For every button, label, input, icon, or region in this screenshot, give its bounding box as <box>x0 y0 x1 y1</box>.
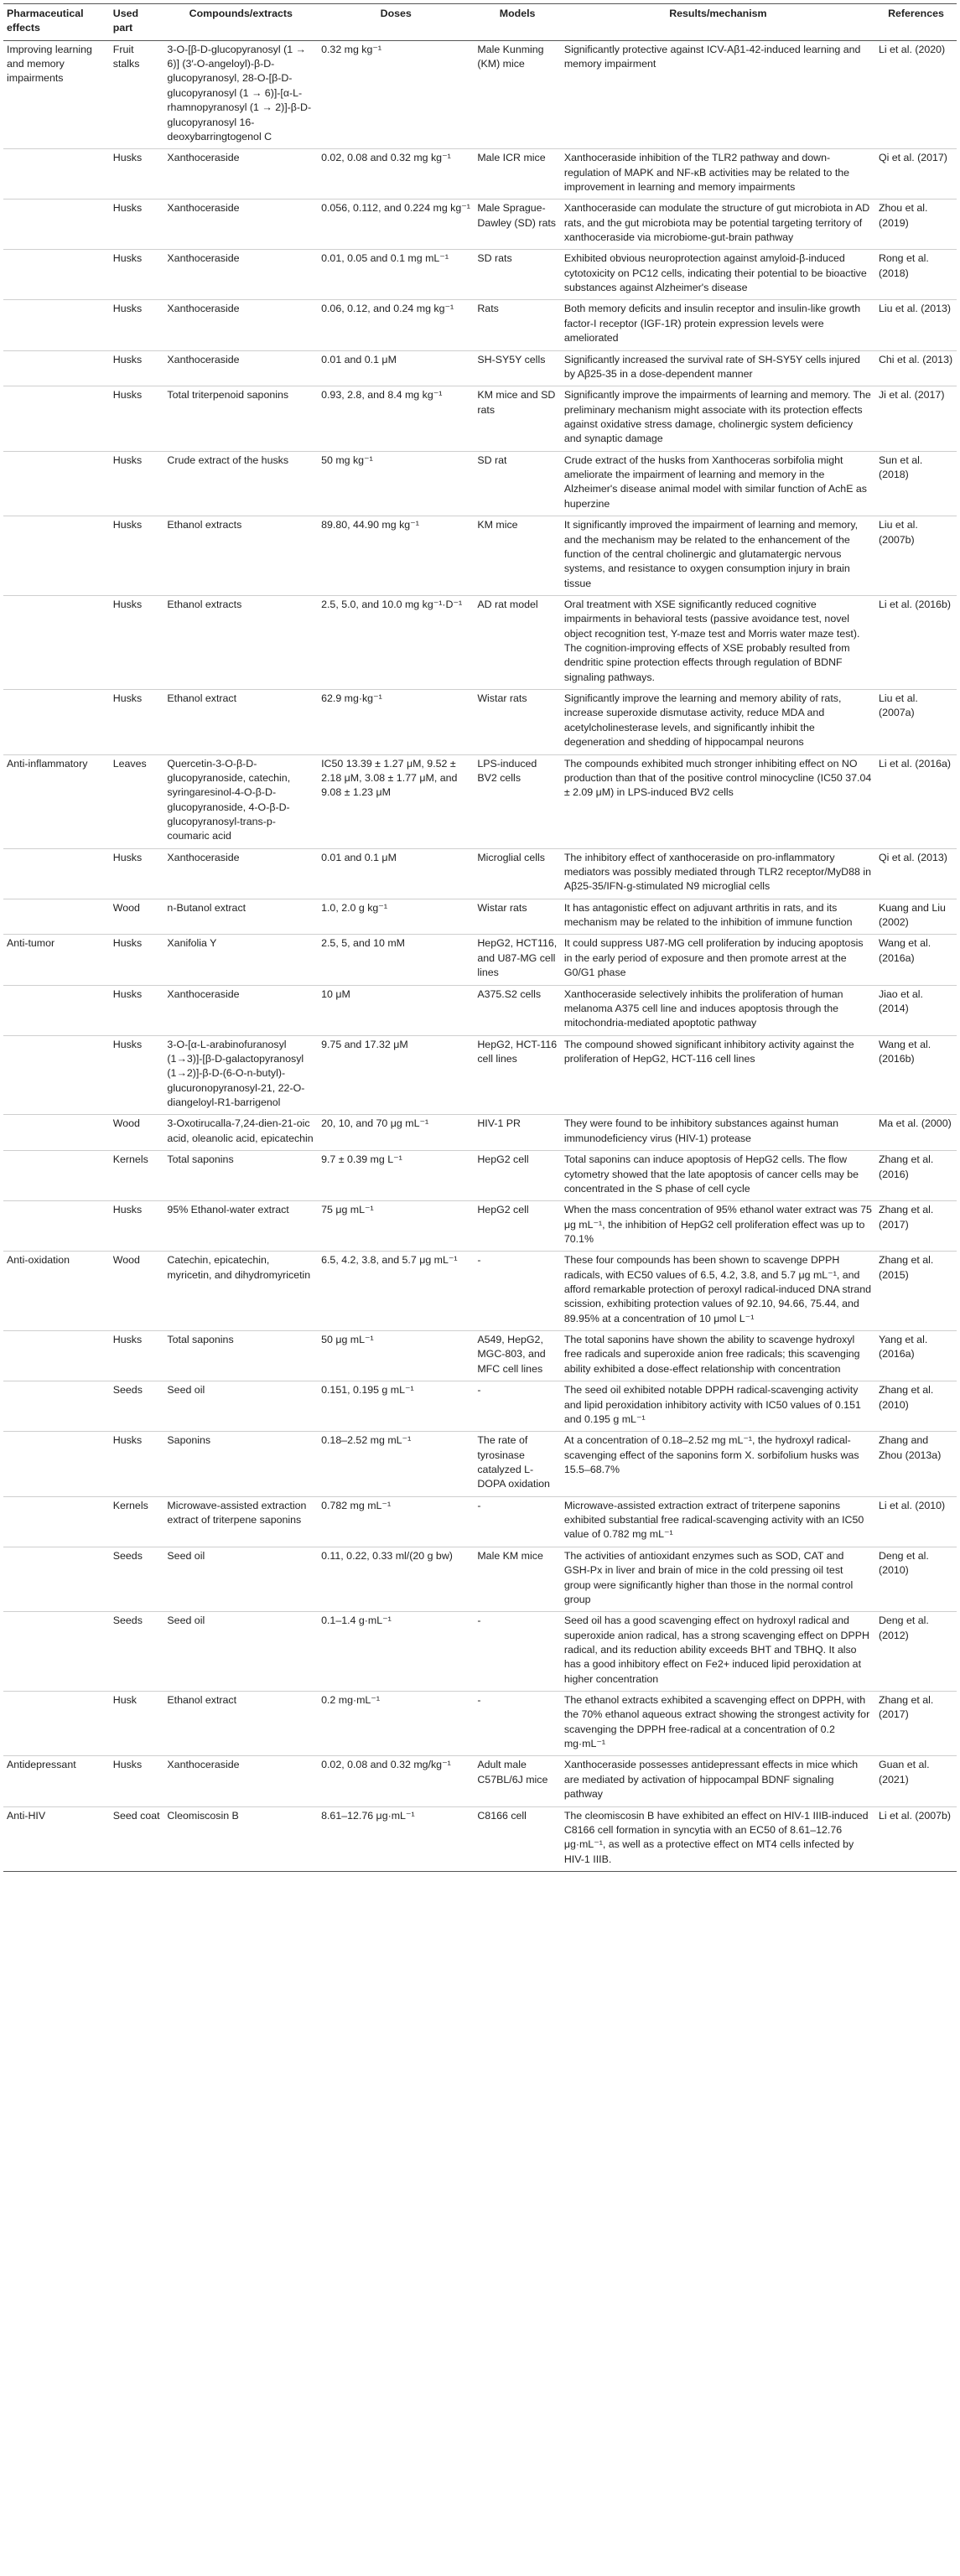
compound-cell: Xanthoceraside <box>163 350 318 386</box>
effect-cell <box>3 1547 110 1611</box>
effect-cell: Improving learning and memory impairments <box>3 40 110 149</box>
effect-cell: Anti-oxidation <box>3 1252 110 1331</box>
reference-cell: Liu et al. (2007a) <box>875 690 957 754</box>
effect-cell <box>3 1432 110 1496</box>
model-cell: HIV-1 PR <box>474 1115 560 1151</box>
reference-cell: Wang et al. (2016a) <box>875 935 957 985</box>
part-cell: Husks <box>110 516 164 596</box>
part-cell: Husks <box>110 935 164 985</box>
effect-cell <box>3 1201 110 1252</box>
part-cell: Husks <box>110 386 164 451</box>
compound-cell: 3-O-[β-D-glucopyranosyl (1 → 6)] (3′-O-angeloyl)-β-D-glucopyranosyl, 28-O-[β-D-glucopyranosyl (1 → 6)]-[α-L-rhamnopyranosyl (1 → 2)]-β-D-glucopyranosyl 16-deoxybarringtogenol C <box>163 40 318 149</box>
dose-cell: 62.9 mg·kg⁻¹ <box>318 690 474 754</box>
dose-cell: 9.75 and 17.32 μM <box>318 1035 474 1115</box>
result-cell: Total saponins can induce apoptosis of HepG2 cells. The flow cytometry showed that the late apoptosis of cancer cells may be concentrated in the S phase of cell cycle <box>561 1151 875 1201</box>
compound-cell: Seed oil <box>163 1612 318 1692</box>
model-cell: Male Kunming (KM) mice <box>474 40 560 149</box>
table-row <box>3 1432 957 1496</box>
reference-cell: Zhang et al. (2015) <box>875 1252 957 1331</box>
table-row <box>3 40 957 149</box>
result-cell: It significantly improved the impairment of learning and memory, and the mechanism may be related to the enhancement of the function of the central cholinergic and glutamatergic nervous systems, and resistance to oxygen consumption injury in brain tissue <box>561 516 875 596</box>
part-cell: Husks <box>110 595 164 689</box>
dose-cell: 0.056, 0.112, and 0.224 mg kg⁻¹ <box>318 200 474 250</box>
reference-cell: Li et al. (2020) <box>875 40 957 149</box>
part-cell: Seeds <box>110 1612 164 1692</box>
dose-cell: 0.11, 0.22, 0.33 ml/(20 g bw) <box>318 1547 474 1611</box>
table-row <box>3 300 957 350</box>
result-cell: Oral treatment with XSE significantly reduced cognitive impairments in behavioral tests (passive avoidance test, novel object recognition test, Y-maze test and Morris water maze test). The cognition-improving effects of XSE probably resulted from dendritic spine protection effects through regulation of BDNF signaling pathways. <box>561 595 875 689</box>
part-cell: Seed coat <box>110 1806 164 1871</box>
effect-cell <box>3 1331 110 1381</box>
compound-cell: 3-Oxotirucalla-7,24-dien-21-oic acid, oleanolic acid, epicatechin <box>163 1115 318 1151</box>
part-cell: Husks <box>110 1201 164 1252</box>
part-cell: Husks <box>110 690 164 754</box>
dose-cell: 6.5, 4.2, 3.8, and 5.7 μg mL⁻¹ <box>318 1252 474 1331</box>
part-cell: Wood <box>110 1252 164 1331</box>
table-row <box>3 1806 957 1871</box>
result-cell: The compound showed significant inhibitory activity against the proliferation of HepG2, HCT-116 cell lines <box>561 1035 875 1115</box>
reference-cell: Ma et al. (2000) <box>875 1115 957 1151</box>
model-cell: SD rat <box>474 451 560 516</box>
dose-cell: 0.151, 0.195 g mL⁻¹ <box>318 1381 474 1432</box>
compound-cell: Saponins <box>163 1432 318 1496</box>
compound-cell: Catechin, epicatechin, myricetin, and dihydromyricetin <box>163 1252 318 1331</box>
dose-cell: 0.01, 0.05 and 0.1 mg mL⁻¹ <box>318 250 474 300</box>
dose-cell: 0.782 mg mL⁻¹ <box>318 1496 474 1547</box>
dose-cell: 50 mg kg⁻¹ <box>318 451 474 516</box>
header-effect: Pharmaceutical effects <box>3 4 110 41</box>
result-cell: The ethanol extracts exhibited a scavenging effect on DPPH, with the 70% ethanol aqueous extract showing the strongest activity for scavenging the DPPH free-radical at a concentration of 0.2 mg·mL⁻¹ <box>561 1692 875 1756</box>
dose-cell: 2.5, 5, and 10 mM <box>318 935 474 985</box>
effect-cell <box>3 1612 110 1692</box>
result-cell: The activities of antioxidant enzymes such as SOD, CAT and GSH-Px in liver and brain of mice in the cold pressing oil test group were significantly higher than those in the normal control group <box>561 1547 875 1611</box>
compound-cell: Xanthoceraside <box>163 200 318 250</box>
result-cell: The total saponins have shown the ability to scavenge hydroxyl free radicals and superoxide anion free radicals; this scavenging ability exhibited a dose-effect relationship with concentration <box>561 1331 875 1381</box>
reference-cell: Kuang and Liu (2002) <box>875 899 957 935</box>
part-cell: Husks <box>110 250 164 300</box>
model-cell: Male KM mice <box>474 1547 560 1611</box>
effect-cell <box>3 848 110 899</box>
table-row <box>3 1496 957 1547</box>
effect-cell: Anti-tumor <box>3 935 110 985</box>
result-cell: Exhibited obvious neuroprotection against amyloid-β-induced cytotoxicity on PC12 cells, indicating their potential to be bioactive substances against Alzheimer's disease <box>561 250 875 300</box>
compound-cell: 3-O-[α-L-arabinofuranosyl (1→3)]-[β-D-galactopyranosyl (1→2)]-β-D-(6-O-n-butyl)-glucuronopyranosyl-21, 22-O-diangeloyl-R1-barrigenol <box>163 1035 318 1115</box>
model-cell: - <box>474 1692 560 1756</box>
compound-cell: Xanthoceraside <box>163 250 318 300</box>
table-row <box>3 1252 957 1331</box>
compound-cell: Total saponins <box>163 1331 318 1381</box>
reference-cell: Yang et al. (2016a) <box>875 1331 957 1381</box>
result-cell: It could suppress U87-MG cell proliferation by inducing apoptosis in the early period of exposure and then promote arrest at the G0/G1 phase <box>561 935 875 985</box>
table-row <box>3 985 957 1035</box>
part-cell: Wood <box>110 1115 164 1151</box>
reference-cell: Chi et al. (2013) <box>875 350 957 386</box>
reference-cell: Deng et al. (2012) <box>875 1612 957 1692</box>
table-row <box>3 250 957 300</box>
reference-cell: Zhang et al. (2010) <box>875 1381 957 1432</box>
model-cell: Male Sprague-Dawley (SD) rats <box>474 200 560 250</box>
table-body <box>3 40 957 1871</box>
reference-cell: Li et al. (2016a) <box>875 754 957 848</box>
model-cell: - <box>474 1381 560 1432</box>
effect-cell <box>3 1692 110 1756</box>
table-row <box>3 1692 957 1756</box>
compound-cell: Ethanol extract <box>163 1692 318 1756</box>
reference-cell: Wang et al. (2016b) <box>875 1035 957 1115</box>
part-cell: Leaves <box>110 754 164 848</box>
compound-cell: Xanthoceraside <box>163 985 318 1035</box>
model-cell: Wistar rats <box>474 690 560 754</box>
reference-cell: Qi et al. (2013) <box>875 848 957 899</box>
model-cell: Adult male C57BL/6J mice <box>474 1756 560 1806</box>
part-cell: Husks <box>110 350 164 386</box>
part-cell: Husks <box>110 1035 164 1115</box>
part-cell: Husks <box>110 848 164 899</box>
effect-cell <box>3 250 110 300</box>
reference-cell: Li et al. (2010) <box>875 1496 957 1547</box>
compound-cell: Ethanol extract <box>163 690 318 754</box>
part-cell: Husks <box>110 300 164 350</box>
header-models: Models <box>474 4 560 41</box>
header-references: References <box>875 4 957 41</box>
dose-cell: 0.93, 2.8, and 8.4 mg kg⁻¹ <box>318 386 474 451</box>
dose-cell: 0.01 and 0.1 μM <box>318 848 474 899</box>
result-cell: Microwave-assisted extraction extract of triterpene saponins exhibited substantial free radical-scavenging activity with an IC50 value of 0.782 mg mL⁻¹ <box>561 1496 875 1547</box>
table-row <box>3 1151 957 1201</box>
table-row <box>3 935 957 985</box>
result-cell: Xanthoceraside inhibition of the TLR2 pathway and down-regulation of MAPK and NF-κB activities may be related to the improvement in learning and memory impairments <box>561 149 875 200</box>
result-cell: Seed oil has a good scavenging effect on hydroxyl radical and superoxide anion radical, has a strong scavenging effect on DPPH radical, and its reduction ability exceeds BHT and TBHQ. It also has a good inhibitory effect on Fe2+ induced lipid peroxidation at higher concentration <box>561 1612 875 1692</box>
part-cell: Husks <box>110 451 164 516</box>
result-cell: When the mass concentration of 95% ethanol water extract was 75 μg mL⁻¹, the inhibition of HepG2 cell proliferation effect was up to 70.1% <box>561 1201 875 1252</box>
compound-cell: Total saponins <box>163 1151 318 1201</box>
table-row <box>3 1115 957 1151</box>
effect-cell <box>3 149 110 200</box>
table-row <box>3 200 957 250</box>
model-cell: AD rat model <box>474 595 560 689</box>
effect-cell <box>3 595 110 689</box>
part-cell: Husks <box>110 1432 164 1496</box>
table-row <box>3 690 957 754</box>
reference-cell: Rong et al. (2018) <box>875 250 957 300</box>
compound-cell: Crude extract of the husks <box>163 451 318 516</box>
effect-cell <box>3 300 110 350</box>
result-cell: These four compounds has been shown to scavenge DPPH radicals, with EC50 values of 6.5, 4.2, 3.8, and 5.7 μg mL⁻¹, and afford remarkable protection of peroxyl radical-induced DNA strand scission, exhibiting protection values of 92.10, 94.66, 75.44, and 89.95% at a concentration of 10 μmol L⁻¹ <box>561 1252 875 1331</box>
model-cell: KM mice <box>474 516 560 596</box>
dose-cell: IC50 13.39 ± 1.27 μM, 9.52 ± 2.18 μM, 3.08 ± 1.77 μM, and 9.08 ± 1.23 μM <box>318 754 474 848</box>
compound-cell: Seed oil <box>163 1547 318 1611</box>
part-cell: Wood <box>110 899 164 935</box>
result-cell: Significantly increased the survival rate of SH-SY5Y cells injured by Aβ25-35 in a dose-dependent manner <box>561 350 875 386</box>
dose-cell: 8.61–12.76 μg·mL⁻¹ <box>318 1806 474 1871</box>
compound-cell: Seed oil <box>163 1381 318 1432</box>
part-cell: Husks <box>110 1756 164 1806</box>
dose-cell: 0.32 mg kg⁻¹ <box>318 40 474 149</box>
result-cell: The inhibitory effect of xanthoceraside on pro-inflammatory mediators was possibly mediated through TLR2 receptor/MyD88 in Aβ25-35/IFN-g-stimulated N9 microglial cells <box>561 848 875 899</box>
table-row <box>3 1035 957 1115</box>
result-cell: The cleomiscosin B have exhibited an effect on HIV-1 IIIB-induced C8166 cell formation in syncytia with an EC50 of 8.61–12.76 μg·mL⁻¹, as well as a protective effect on MT4 cells infected by HIV-1 IIIB. <box>561 1806 875 1871</box>
effect-cell <box>3 200 110 250</box>
reference-cell: Li et al. (2007b) <box>875 1806 957 1871</box>
effect-cell: Antidepressant <box>3 1756 110 1806</box>
part-cell: Husks <box>110 200 164 250</box>
result-cell: They were found to be inhibitory substances against human immunodeficiency virus (HIV-1) protease <box>561 1115 875 1151</box>
model-cell: The rate of tyrosinase catalyzed L-DOPA oxidation <box>474 1432 560 1496</box>
header-compounds: Compounds/extracts <box>163 4 318 41</box>
result-cell: It has antagonistic effect on adjuvant arthritis in rats, and its mechanism may be related to the inhibition of immune function <box>561 899 875 935</box>
dose-cell: 0.2 mg·mL⁻¹ <box>318 1692 474 1756</box>
compound-cell: Ethanol extracts <box>163 595 318 689</box>
model-cell: SH-SY5Y cells <box>474 350 560 386</box>
part-cell: Seeds <box>110 1381 164 1432</box>
reference-cell: Liu et al. (2013) <box>875 300 957 350</box>
model-cell: Microglial cells <box>474 848 560 899</box>
dose-cell: 9.7 ± 0.39 mg L⁻¹ <box>318 1151 474 1201</box>
effect-cell <box>3 386 110 451</box>
reference-cell: Jiao et al. (2014) <box>875 985 957 1035</box>
header-row <box>3 4 957 41</box>
dose-cell: 20, 10, and 70 μg mL⁻¹ <box>318 1115 474 1151</box>
part-cell: Husk <box>110 1692 164 1756</box>
effect-cell: Anti-HIV <box>3 1806 110 1871</box>
reference-cell: Sun et al. (2018) <box>875 451 957 516</box>
effect-cell <box>3 1496 110 1547</box>
compound-cell: Xanthoceraside <box>163 848 318 899</box>
dose-cell: 0.1–1.4 g·mL⁻¹ <box>318 1612 474 1692</box>
effect-cell <box>3 1115 110 1151</box>
result-cell: Xanthoceraside possesses antidepressant effects in mice which are mediated by activation of hippocampal BDNF signaling pathway <box>561 1756 875 1806</box>
effect-cell <box>3 690 110 754</box>
table-row <box>3 386 957 451</box>
dose-cell: 0.02, 0.08 and 0.32 mg kg⁻¹ <box>318 149 474 200</box>
dose-cell: 0.18–2.52 mg mL⁻¹ <box>318 1432 474 1496</box>
effect-cell <box>3 985 110 1035</box>
result-cell: Xanthoceraside can modulate the structure of gut microbiota in AD rats, and the gut microbiota may be potential targeting territory of xanthoceraside via microbiome-gut-brain pathway <box>561 200 875 250</box>
dose-cell: 10 μM <box>318 985 474 1035</box>
table-row <box>3 149 957 200</box>
table-row <box>3 595 957 689</box>
reference-cell: Qi et al. (2017) <box>875 149 957 200</box>
table-row <box>3 1201 957 1252</box>
result-cell: Significantly protective against ICV-Aβ1-42-induced learning and memory impairment <box>561 40 875 149</box>
reference-cell: Zhang et al. (2016) <box>875 1151 957 1201</box>
model-cell: HepG2, HCT116, and U87-MG cell lines <box>474 935 560 985</box>
reference-cell: Zhang and Zhou (2013a) <box>875 1432 957 1496</box>
effect-cell <box>3 350 110 386</box>
part-cell: Fruit stalks <box>110 40 164 149</box>
effect-cell <box>3 1151 110 1201</box>
model-cell: A375.S2 cells <box>474 985 560 1035</box>
table-row <box>3 451 957 516</box>
table-row <box>3 899 957 935</box>
reference-cell: Guan et al. (2021) <box>875 1756 957 1806</box>
dose-cell: 50 μg mL⁻¹ <box>318 1331 474 1381</box>
reference-cell: Zhou et al. (2019) <box>875 200 957 250</box>
compound-cell: Xanifolia Y <box>163 935 318 985</box>
model-cell: - <box>474 1612 560 1692</box>
compound-cell: 95% Ethanol-water extract <box>163 1201 318 1252</box>
header-part: Used part <box>110 4 164 41</box>
effect-cell <box>3 1035 110 1115</box>
compound-cell: n-Butanol extract <box>163 899 318 935</box>
table-row <box>3 1547 957 1611</box>
part-cell: Husks <box>110 985 164 1035</box>
model-cell: C8166 cell <box>474 1806 560 1871</box>
reference-cell: Zhang et al. (2017) <box>875 1692 957 1756</box>
dose-cell: 89.80, 44.90 mg kg⁻¹ <box>318 516 474 596</box>
dose-cell: 0.06, 0.12, and 0.24 mg kg⁻¹ <box>318 300 474 350</box>
compound-cell: Microwave-assisted extraction extract of triterpene saponins <box>163 1496 318 1547</box>
table-row <box>3 1612 957 1692</box>
table-row <box>3 848 957 899</box>
result-cell: At a concentration of 0.18–2.52 mg mL⁻¹, the hydroxyl radical-scavenging effect of the saponins form X. sorbifolium husks was 15.5–68.7% <box>561 1432 875 1496</box>
model-cell: A549, HepG2, MGC-803, and MFC cell lines <box>474 1331 560 1381</box>
part-cell: Husks <box>110 149 164 200</box>
dose-cell: 0.02, 0.08 and 0.32 mg/kg⁻¹ <box>318 1756 474 1806</box>
effect-cell <box>3 899 110 935</box>
dose-cell: 0.01 and 0.1 μM <box>318 350 474 386</box>
reference-cell: Li et al. (2016b) <box>875 595 957 689</box>
compound-cell: Xanthoceraside <box>163 1756 318 1806</box>
result-cell: Crude extract of the husks from Xanthoceras sorbifolia might ameliorate the impairment of learning and memory in the Alzheimer's disease animal model with similar function of AchE as huperzine <box>561 451 875 516</box>
table-row <box>3 350 957 386</box>
effect-cell <box>3 1381 110 1432</box>
compound-cell: Total triterpenoid saponins <box>163 386 318 451</box>
compound-cell: Ethanol extracts <box>163 516 318 596</box>
part-cell: Seeds <box>110 1547 164 1611</box>
reference-cell: Liu et al. (2007b) <box>875 516 957 596</box>
compound-cell: Xanthoceraside <box>163 149 318 200</box>
model-cell: Male ICR mice <box>474 149 560 200</box>
model-cell: - <box>474 1252 560 1331</box>
effect-cell: Anti-inflammatory <box>3 754 110 848</box>
part-cell: Kernels <box>110 1496 164 1547</box>
result-cell: Both memory deficits and insulin receptor and insulin-like growth factor-I receptor (IGF-1R) protein expression levels were ameliorated <box>561 300 875 350</box>
dose-cell: 75 μg mL⁻¹ <box>318 1201 474 1252</box>
result-cell: Xanthoceraside selectively inhibits the proliferation of human melanoma A375 cell line and induces apoptosis through the mitochondria-mediated apoptotic pathway <box>561 985 875 1035</box>
model-cell: Rats <box>474 300 560 350</box>
header-results: Results/mechanism <box>561 4 875 41</box>
table-row <box>3 754 957 848</box>
effect-cell <box>3 516 110 596</box>
pharmacology-table <box>3 3 957 1872</box>
table-row <box>3 1756 957 1806</box>
effect-cell <box>3 451 110 516</box>
result-cell: Significantly improve the impairments of learning and memory. The preliminary mechanism might associate with its protection effects against oxidative stress damage, cholinergic system deficiency and synaptic damage <box>561 386 875 451</box>
reference-cell: Deng et al. (2010) <box>875 1547 957 1611</box>
dose-cell: 1.0, 2.0 g kg⁻¹ <box>318 899 474 935</box>
header-doses: Doses <box>318 4 474 41</box>
result-cell: Significantly improve the learning and memory ability of rats, increase superoxide dismutase activity, reduce MDA and acetylcholinesterase levels, and significantly inhibit the degeneration and shedding of hippocampal neurons <box>561 690 875 754</box>
model-cell: KM mice and SD rats <box>474 386 560 451</box>
table-row <box>3 1331 957 1381</box>
reference-cell: Zhang et al. (2017) <box>875 1201 957 1252</box>
compound-cell: Cleomiscosin B <box>163 1806 318 1871</box>
compound-cell: Quercetin-3-O-β-D-glucopyranoside, catechin, syringaresinol-4-O-β-D-glucopyranoside, 4-O-β-D-glucopyranosyl-trans-p-coumaric acid <box>163 754 318 848</box>
model-cell: SD rats <box>474 250 560 300</box>
model-cell: Wistar rats <box>474 899 560 935</box>
table-row <box>3 516 957 596</box>
model-cell: HepG2, HCT-116 cell lines <box>474 1035 560 1115</box>
dose-cell: 2.5, 5.0, and 10.0 mg kg⁻¹·D⁻¹ <box>318 595 474 689</box>
table-row <box>3 1381 957 1432</box>
reference-cell: Ji et al. (2017) <box>875 386 957 451</box>
part-cell: Husks <box>110 1331 164 1381</box>
model-cell: HepG2 cell <box>474 1151 560 1201</box>
model-cell: - <box>474 1496 560 1547</box>
result-cell: The compounds exhibited much stronger inhibiting effect on NO production than that of the positive control minocycline (IC50 37.04 ± 2.09 μM) in LPS-induced BV2 cells <box>561 754 875 848</box>
model-cell: LPS-induced BV2 cells <box>474 754 560 848</box>
part-cell: Kernels <box>110 1151 164 1201</box>
compound-cell: Xanthoceraside <box>163 300 318 350</box>
model-cell: HepG2 cell <box>474 1201 560 1252</box>
result-cell: The seed oil exhibited notable DPPH radical-scavenging activity and lipid peroxidation inhibitory activity with IC50 values of 0.151 and 0.195 g mL⁻¹ <box>561 1381 875 1432</box>
